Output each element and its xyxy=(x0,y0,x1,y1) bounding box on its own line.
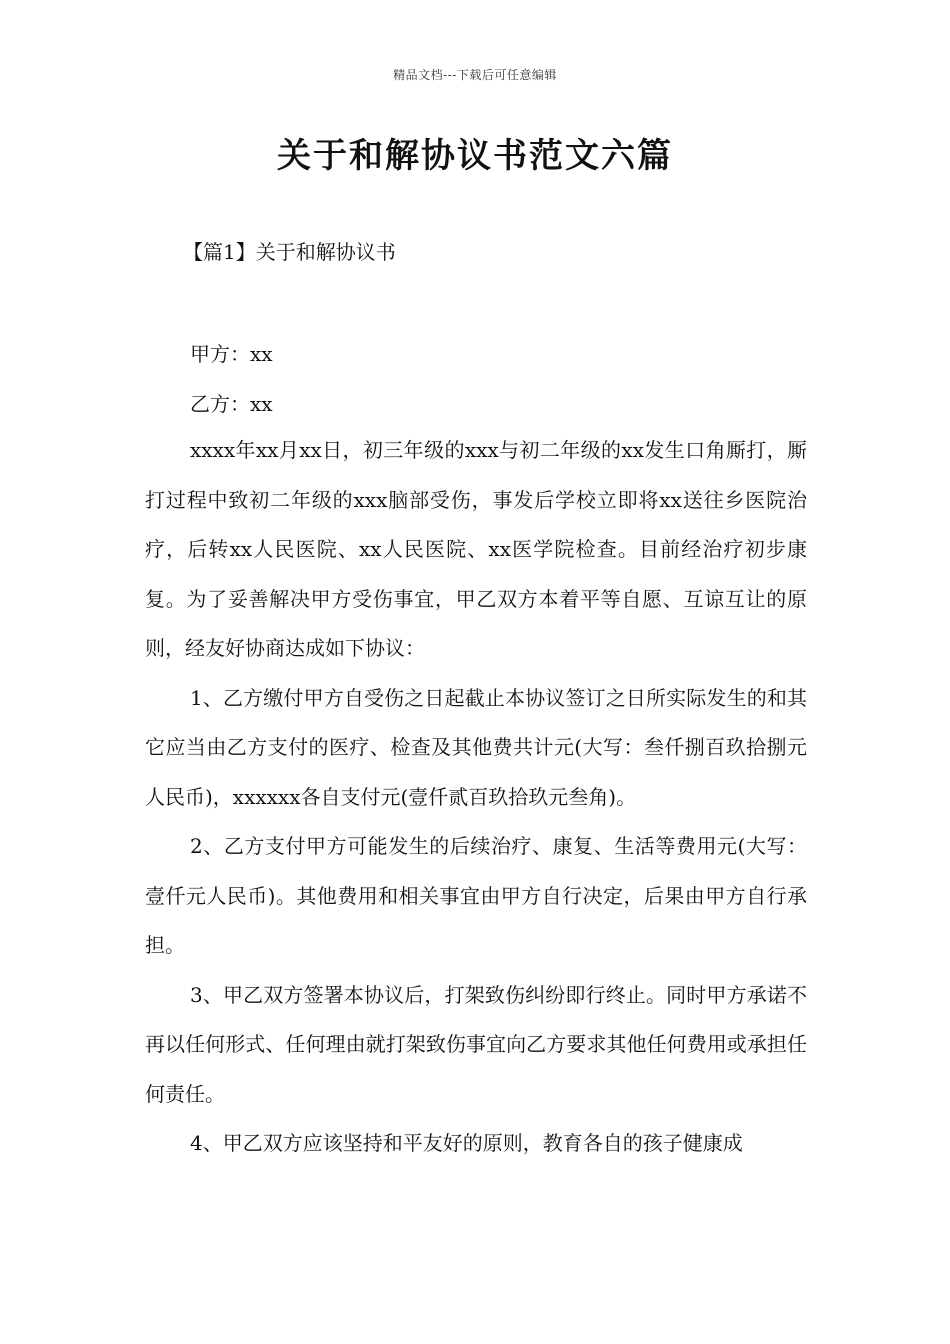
paragraph-clause-4: 4、甲乙双方应该坚持和平友好的原则，教育各自的孩子健康成 xyxy=(190,1131,743,1155)
paragraph-intro: xxxx年xx月xx日，初三年级的xxx与初二年级的xx发生口角厮打，厮打过程中致初二年级的xxx脑部受伤，事发后学校立即将xx送往乡医院治疗，后转xx人民医院、xx人民医院、xx医学院检查。目前经治疗初步康复。为了妥善解决甲方受伤事宜，甲乙双方本着平等自愿、互谅互让的原则，经友好协商达成如下协议： xyxy=(145,438,807,660)
section-heading: 【篇1】关于和解协议书 xyxy=(183,240,396,264)
paragraph-clause-3: 3、甲乙双方签署本协议后，打架致伤纠纷即行终止。同时甲方承诺不再以任何形式、任何理由就打架致伤事宜向乙方要求其他任何费用或承担任何责任。 xyxy=(145,982,807,1106)
agreement-body xyxy=(145,426,807,1169)
paragraph-clause-2: 2、乙方支付甲方可能发生的后续治疗、康复、生活等费用元(大写：壹仟元人民币)。其他费用和相关事宜由甲方自行决定，后果由甲方自行承担。 xyxy=(145,834,807,957)
party-a-line: 甲方：xx xyxy=(190,342,273,366)
paragraph-clause-1: 1、乙方缴付甲方自受伤之日起截止本协议签订之日所实际发生的和其它应当由乙方支付的医疗、检查及其他费共计元(大写：叁仟捌百玖拾捌元人民币)，xxxxxx各自支付元(壹仟贰百玖拾玖元叁角)。 xyxy=(145,685,807,809)
document-title: 关于和解协议书范文六篇 xyxy=(277,136,673,176)
header-note: 精品文档---下载后可任意编辑 xyxy=(393,68,557,82)
party-b-line: 乙方：xx xyxy=(190,392,273,416)
